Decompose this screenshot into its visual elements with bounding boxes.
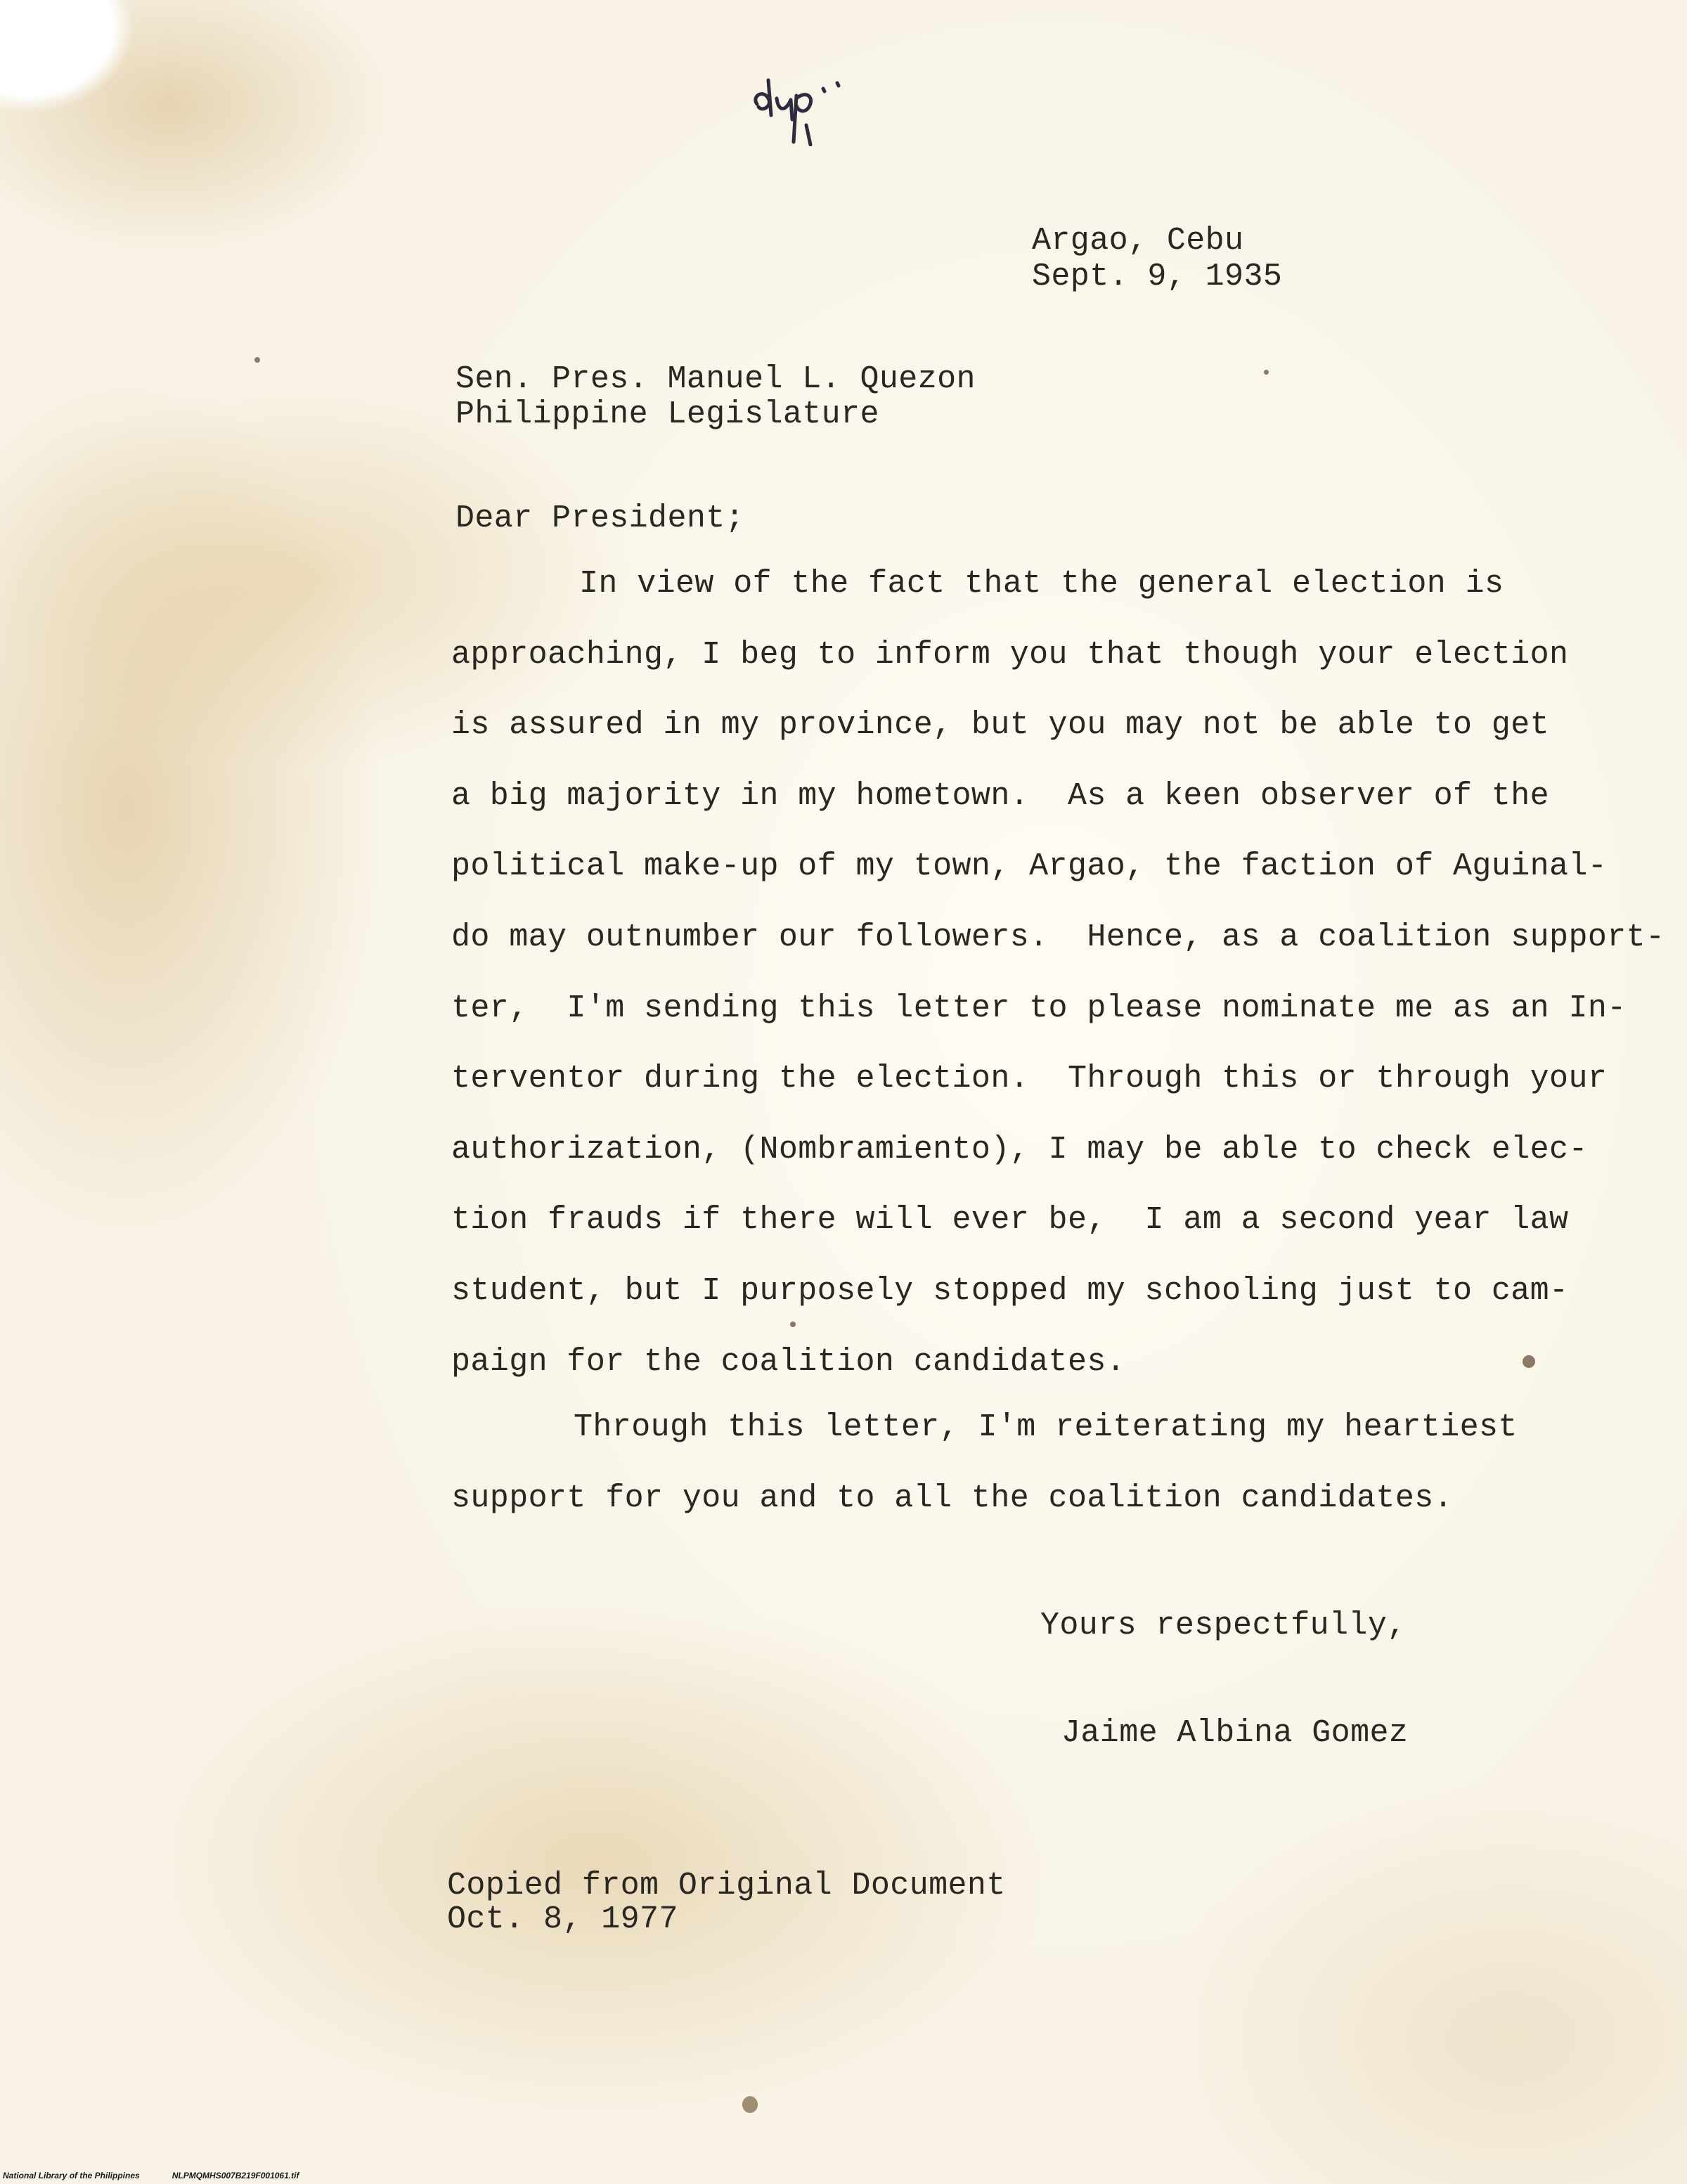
copy-note-line-2: Oct. 8, 1977 [447, 1901, 678, 1937]
handwritten-mark [742, 55, 882, 146]
paragraph-line: a big majority in my hometown. As a keen observer of the [451, 777, 1550, 814]
body-paragraph-2 [451, 1411, 1674, 1553]
footer-institution: National Library of the Philippines [3, 2171, 140, 2180]
paragraph-line: approaching, I beg to inform you that though your election [451, 636, 1569, 673]
paragraph-line: Through this letter, I'm reiterating my heartiest [574, 1409, 1518, 1445]
date-line: Sept. 9, 1935 [1032, 259, 1283, 295]
salutation: Dear President; [455, 500, 745, 536]
paragraph-line: terventor during the election. Through this or through your [451, 1061, 1608, 1097]
ink-speck [1523, 1355, 1535, 1368]
paragraph-line: student, but I purposely stopped my schooling just to cam- [451, 1272, 1569, 1309]
paragraph-line: ter, I'm sending this letter to please nominate me as an In- [451, 990, 1627, 1026]
signature-name: Jaime Albina Gomez [1061, 1715, 1409, 1751]
paragraph-line: paign for the coalition candidates. [451, 1343, 1126, 1380]
paragraph-line: support for you and to all the coalition candidates. [451, 1480, 1454, 1516]
paragraph-line: do may outnumber our followers. Hence, as a coalition support- [451, 919, 1665, 955]
ink-speck [1264, 370, 1269, 375]
place-line: Argao, Cebu [1032, 223, 1244, 259]
body-paragraph-1 [451, 568, 1674, 1416]
torn-corner [0, 0, 183, 162]
recipient-org: Philippine Legislature [455, 396, 879, 432]
paragraph-line: authorization, (Nombramiento), I may be able to check elec- [451, 1131, 1588, 1168]
closing: Yours respectfully, [1040, 1608, 1407, 1643]
paragraph-line: political make-up of my town, Argao, the faction of Aguinal- [451, 848, 1608, 885]
scan-footer [3, 2171, 299, 2180]
ink-speck [254, 357, 260, 363]
copy-note-line-1: Copied from Original Document [447, 1868, 1006, 1904]
recipient-name: Sen. Pres. Manuel L. Quezon [455, 361, 976, 397]
ink-speck [742, 2096, 758, 2113]
paragraph-line: tion frauds if there will ever be, I am a second year law [451, 1202, 1569, 1239]
paragraph-line: is assured in my province, but you may not be able to get [451, 707, 1550, 744]
ink-speck [790, 1322, 796, 1327]
footer-filename: NLPMQMHS007B219F001061.tif [172, 2171, 299, 2180]
paragraph-line: In view of the fact that the general election is [579, 566, 1504, 602]
